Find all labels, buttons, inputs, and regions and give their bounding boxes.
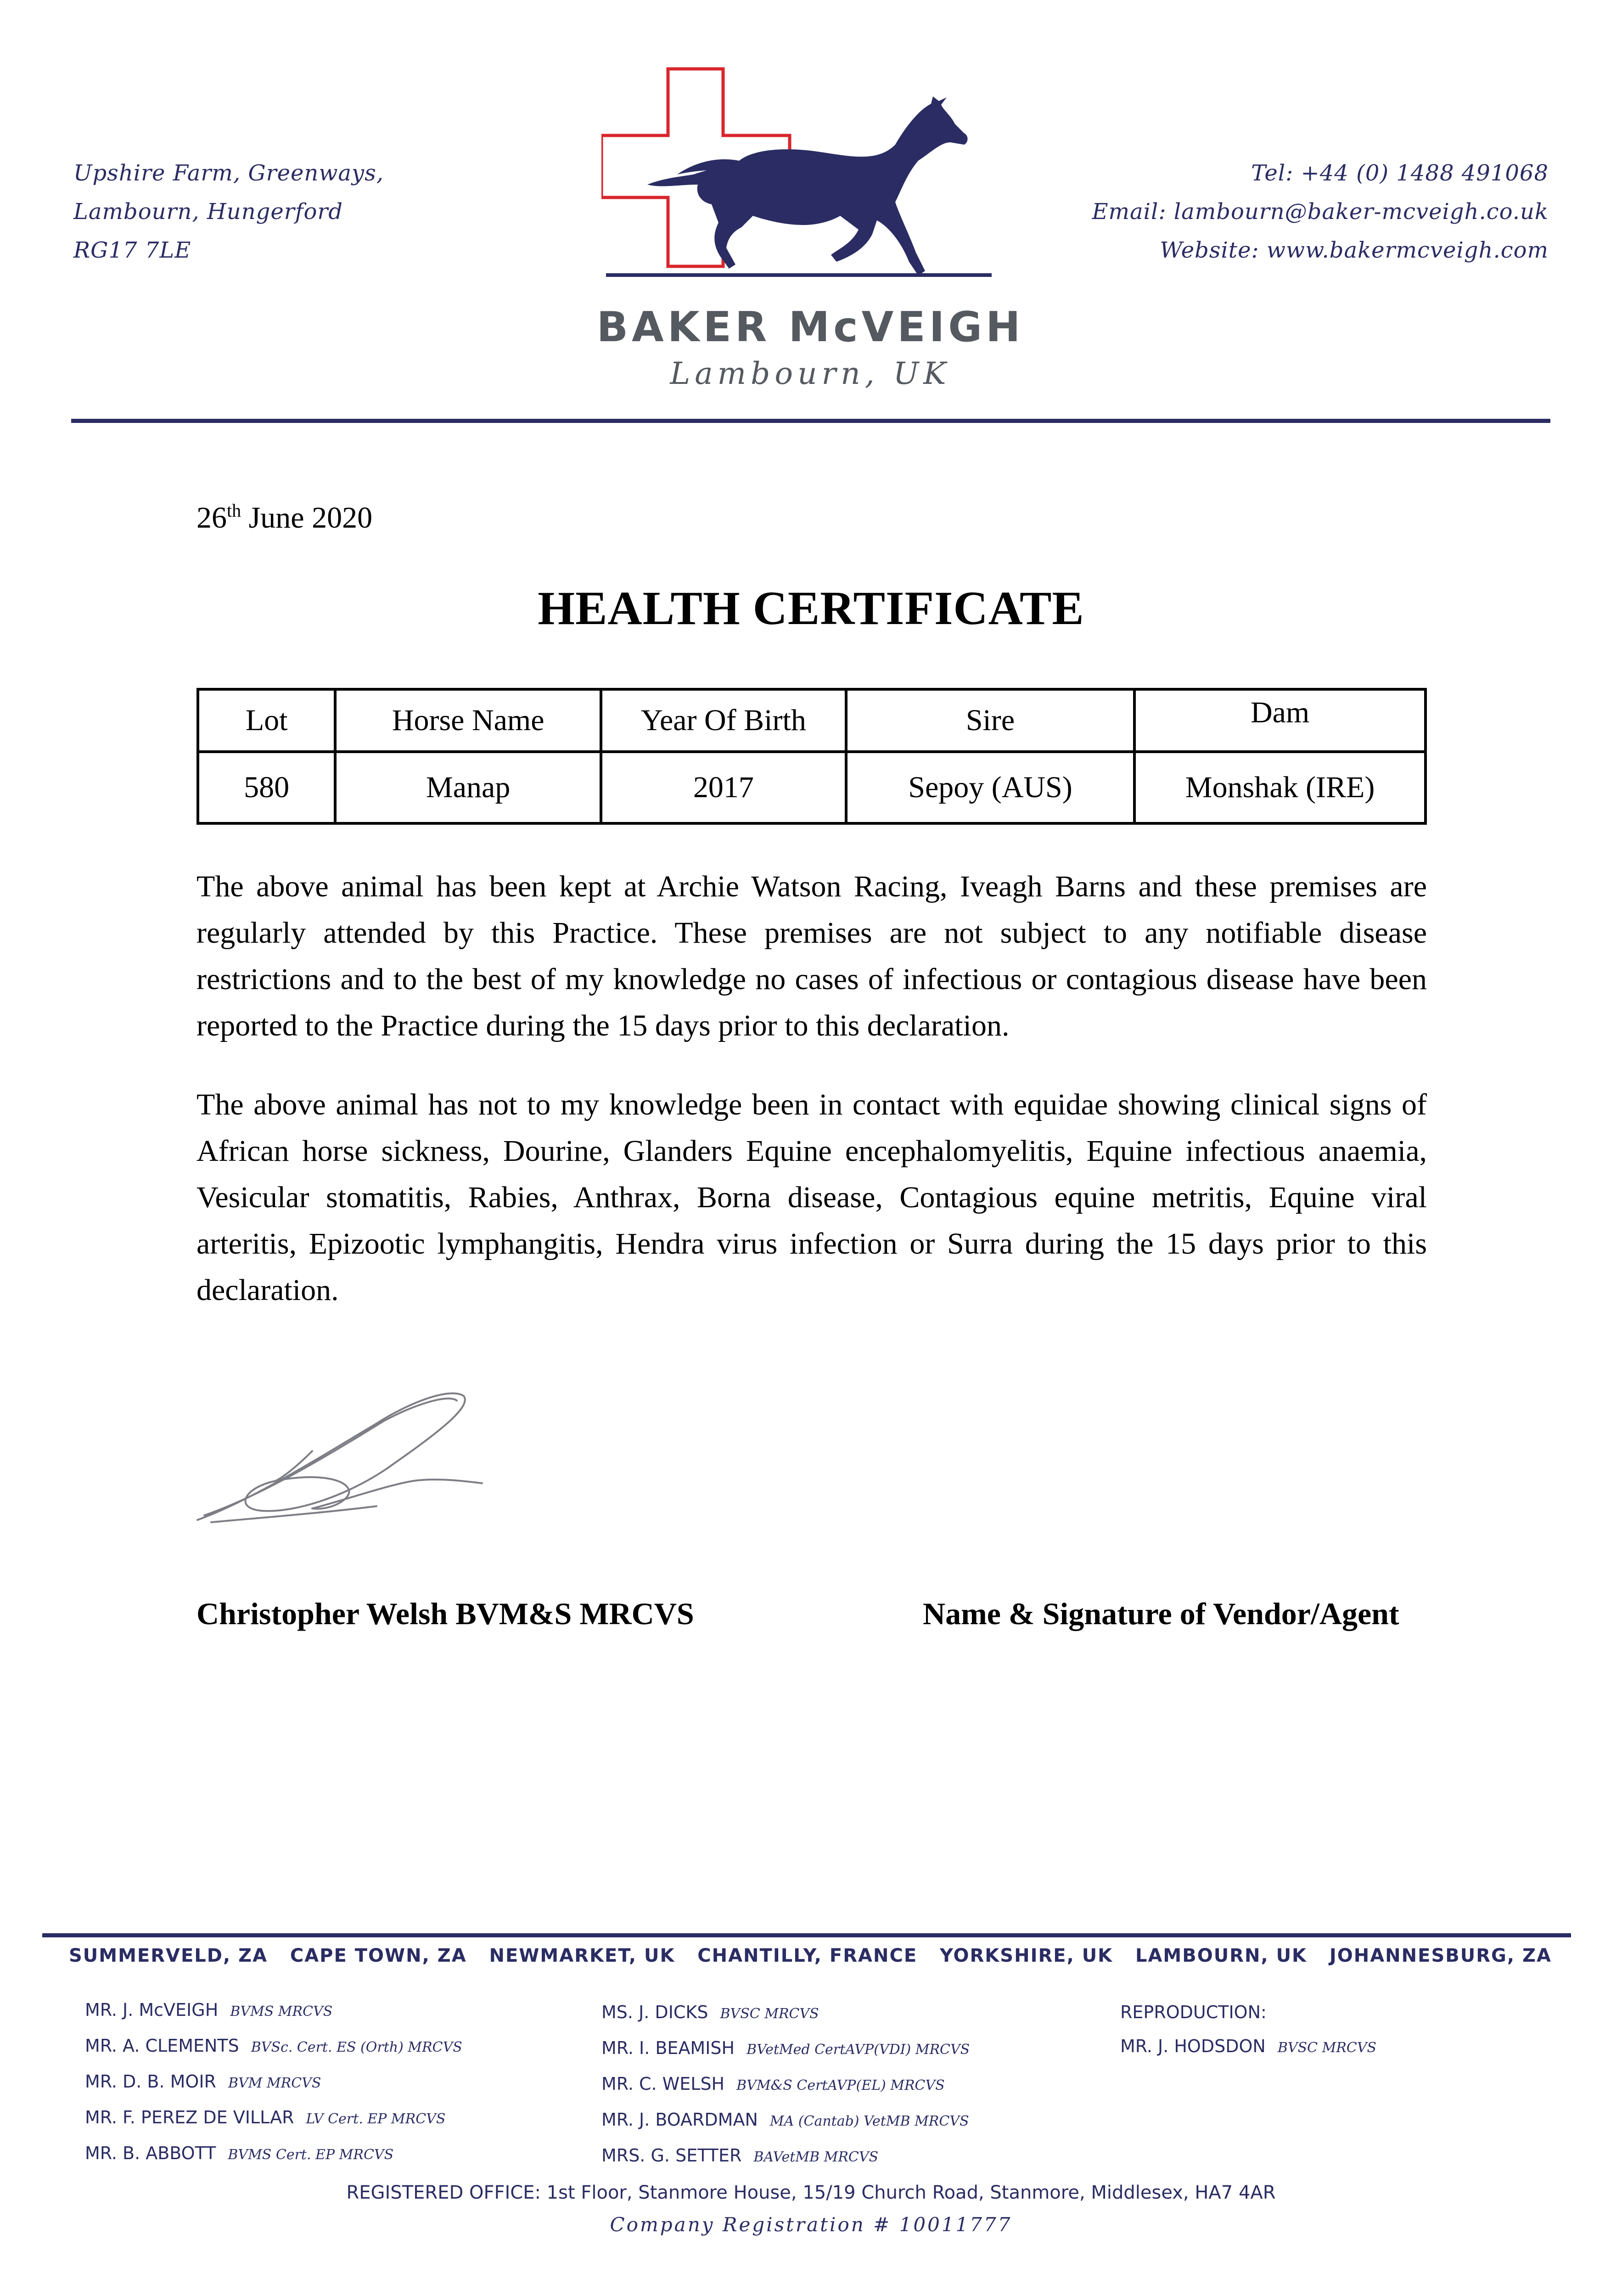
staff-qualification: BVMS MRCVS: [230, 2003, 333, 2020]
staff-name: MR. J. HODSDON: [1120, 2036, 1266, 2056]
registered-office: REGISTERED OFFICE: 1st Floor, Stanmore House, 15/19 Church Road, Stanmore, Middlesex, HA7 4AR: [346, 2182, 1276, 2203]
header-lot: Lot: [198, 689, 335, 752]
office-item: LAMBOURN, UK: [1135, 1945, 1308, 1966]
staff-name: MR. F. PEREZ DE VILLAR: [85, 2107, 294, 2127]
header-sire: Sire: [846, 689, 1135, 752]
office-item: NEWMARKET, UK: [489, 1945, 675, 1966]
horse-details-table: [196, 688, 1427, 825]
staff-name: MR. B. ABBOTT: [85, 2143, 216, 2163]
staff-entry: [601, 2031, 970, 2067]
brand-name: BAKER McVEIGH: [596, 303, 1024, 351]
brand-location: Lambourn, UK: [670, 356, 951, 391]
practice-contact: [1092, 154, 1549, 270]
office-item: JOHANNESBURG, ZA: [1329, 1945, 1552, 1966]
veterinarian-signer: Christopher Welsh BVM&S MRCVS: [196, 1596, 694, 1631]
staff-name: MR. J. McVEIGH: [85, 2000, 219, 2020]
staff-name: MR. A. CLEMENTS: [85, 2036, 239, 2056]
cell-sire: Sepoy (AUS): [846, 752, 1135, 823]
date-day: 26: [196, 501, 227, 535]
certificate-date: [196, 500, 372, 535]
header-divider: [71, 419, 1550, 423]
cell-lot: 580: [198, 752, 335, 823]
staff-qualification: BVSC MRCVS: [720, 2006, 819, 2022]
staff-name: MR. D. B. MOIR: [85, 2071, 216, 2092]
staff-entry: [601, 1995, 970, 2031]
staff-name: MR. C. WELSH: [601, 2074, 725, 2094]
staff-entry: [601, 2138, 970, 2174]
staff-name: MRS. G. SETTER: [601, 2145, 742, 2166]
cell-year-of-birth: 2017: [601, 752, 846, 823]
practice-address: [73, 154, 384, 270]
staff-entry: [85, 2065, 462, 2100]
date-suffix: th: [227, 500, 241, 521]
footer-divider: [42, 1933, 1571, 1937]
contact-phone: Tel: +44 (0) 1488 491068: [1251, 160, 1549, 186]
handwritten-signature: [193, 1382, 491, 1534]
address-line: RG17 7LE: [73, 237, 191, 263]
staff-qualification: BVM MRCVS: [228, 2075, 321, 2091]
staff-qualification: BVSC MRCVS: [1277, 2040, 1377, 2056]
staff-entry: [85, 2136, 462, 2172]
declaration-paragraph-2: The above animal has not to my knowledge been in contact with equidae showing clinical signs of African horse sickness, Dourine, Glanders Equine encephalomyelitis, Equine infectious anaemia, Vesicular stomatitis, Rabies, Anthrax, Borna disease, Contagious equine metritis, Equine viral arteritis, Epizootic lymphangitis, Hendra virus infection or Surra during the 15 days prior to this declaration.: [196, 1088, 1427, 1307]
staff-entry: [85, 1993, 462, 2029]
page-title: HEALTH CERTIFICATE: [538, 582, 1084, 635]
office-item: YORKSHIRE, UK: [939, 1945, 1113, 1966]
staff-entry: [85, 2100, 462, 2136]
contact-email: Email: lambourn@baker-mcveigh.co.uk: [1092, 199, 1549, 225]
staff-name: MR. I. BEAMISH: [601, 2038, 735, 2058]
staff-entry: [601, 2067, 970, 2103]
staff-qualification: BVetMed CertAVP(VDI) MRCVS: [746, 2042, 970, 2058]
staff-column-1: [85, 1993, 462, 2172]
table-header-row: [198, 689, 1426, 752]
header-horse-name: Horse Name: [335, 689, 601, 752]
office-item: CHANTILLY, FRANCE: [697, 1945, 918, 1966]
staff-qualification: BVM&S CertAVP(EL) MRCVS: [736, 2077, 945, 2093]
staff-column-2: [601, 1995, 970, 2174]
staff-entry: [85, 2029, 462, 2065]
horse-icon: [647, 96, 968, 276]
header-dam: Dam: [1134, 689, 1426, 752]
contact-website: Website: www.bakermcveigh.com: [1160, 237, 1549, 263]
staff-qualification: LV Cert. EP MRCVS: [306, 2111, 446, 2127]
staff-qualification: BVMS Cert. EP MRCVS: [228, 2147, 394, 2163]
staff-section-heading: [1120, 1995, 1376, 2029]
office-locations: [69, 1945, 1552, 1966]
table-row: [198, 752, 1426, 823]
cell-horse-name: Manap: [335, 752, 601, 823]
cell-dam: Monshak (IRE): [1134, 752, 1426, 823]
declaration-paragraph-1: The above animal has been kept at Archie Watson Racing, Iveagh Barns and these premises are regularly attended by this Practice. These premises are not subject to any notifiable disease restrictions and to the best of my knowledge no cases of infectious or contagious disease have been reported to the Practice during the 15 days prior to this declaration.: [196, 870, 1427, 1042]
office-item: SUMMERVELD, ZA: [69, 1945, 268, 1966]
company-registration: Company Registration # 10011777: [610, 2213, 1012, 2236]
staff-qualification: MA (Cantab) VetMB MRCVS: [769, 2113, 969, 2129]
address-line: Upshire Farm, Greenways,: [73, 160, 384, 186]
logo-underline: [606, 273, 992, 277]
staff-name: REPRODUCTION:: [1120, 2002, 1267, 2022]
staff-column-3: [1120, 1995, 1376, 2065]
vendor-signature-label: Name & Signature of Vendor/Agent: [923, 1596, 1399, 1631]
date-month-year: June 2020: [248, 501, 373, 535]
staff-entry: [601, 2103, 970, 2138]
staff-name: MS. J. DICKS: [601, 2002, 708, 2022]
address-line: Lambourn, Hungerford: [73, 199, 343, 225]
staff-entry: [1120, 2029, 1376, 2065]
office-item: CAPE TOWN, ZA: [290, 1945, 467, 1966]
staff-qualification: BAVetMB MRCVS: [753, 2149, 879, 2165]
staff-name: MR. J. BOARDMAN: [601, 2110, 758, 2130]
staff-qualification: BVSc. Cert. ES (Orth) MRCVS: [251, 2039, 462, 2055]
header-year-of-birth: Year Of Birth: [601, 689, 846, 752]
